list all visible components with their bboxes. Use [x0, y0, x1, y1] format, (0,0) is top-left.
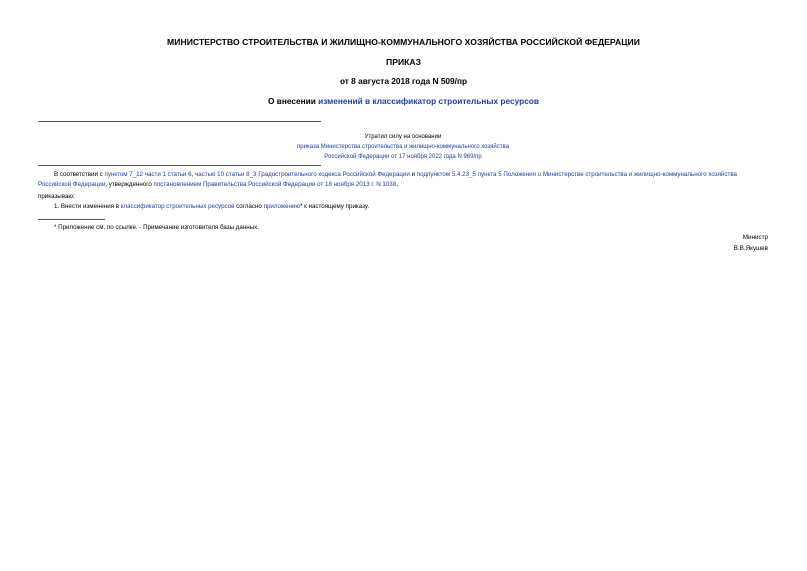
- footnote-divider: [38, 219, 105, 220]
- title-prefix: О внесении: [268, 96, 319, 106]
- signature-name: В.В.Якушев: [733, 245, 768, 252]
- order-item-1: [38, 202, 768, 212]
- item-text-b: согласно: [234, 203, 264, 210]
- link-article-8-3[interactable]: частью 10 статьи 8_3 Градостроительного кодекса Российской Федерации: [195, 171, 410, 178]
- link-appendix[interactable]: приложению: [263, 203, 300, 210]
- signature-position: Министр: [742, 234, 768, 241]
- title-link[interactable]: изменений в классификатор строительных ресурсов: [318, 96, 539, 106]
- preamble-text-c: и: [409, 171, 417, 178]
- ministry-heading: МИНИСТЕРСТВО СТРОИТЕЛЬСТВА И ЖИЛИЩНО-КОММУНАЛЬНОГО ХОЗЯЙСТВА РОССИЙСКОЙ ФЕДЕРАЦИИ: [167, 37, 640, 47]
- preamble-text-e: ,: [396, 180, 398, 188]
- footnote: * Приложение см. по ссылке. - Примечание изготовителя базы данных.: [54, 224, 259, 231]
- divider-middle: [38, 165, 321, 166]
- status-note-link-2: [38, 152, 768, 162]
- repeal-order-link[interactable]: приказа Министерства строительства и жилищно-коммунального хозяйства: [297, 144, 509, 150]
- status-note-text: Утратил силу на основании: [364, 134, 442, 140]
- item-text-a: 1. Внести изменения в: [54, 203, 121, 210]
- preamble-text-a: В соответствии с: [54, 171, 105, 178]
- divider-top: [38, 121, 321, 122]
- preamble-paragraph: [38, 170, 768, 189]
- status-note-link-1: [38, 142, 768, 152]
- preamble-text-d: , утвержденного: [105, 180, 154, 188]
- repeal-order-date-link[interactable]: Российской Федерации от 17 ноября 2022 года N 969/пр: [324, 154, 482, 160]
- link-regulation[interactable]: подпунктом 5.4.23_5 пункта 5 Положения о Министерстве строительства и жилищно-коммунального хозяйства Российской Федерации: [38, 171, 737, 188]
- document-title: [0, 96, 807, 106]
- item-text-c: * к настоящему приказу.: [300, 203, 370, 210]
- document-date-number: от 8 августа 2018 года N 509/пр: [339, 76, 468, 86]
- link-government-decree[interactable]: постановлением Правительства Российской Федерации от 18 ноября 2013 г. N 1038: [153, 180, 397, 188]
- order-verb: приказываю:: [38, 193, 75, 200]
- link-article-6[interactable]: пунктом 7_12 части 1 статьи 6: [104, 171, 192, 178]
- link-classifier[interactable]: классификатор строительных ресурсов: [120, 203, 235, 210]
- document-type: ПРИКАЗ: [386, 57, 421, 67]
- preamble-text-b: ,: [191, 171, 195, 178]
